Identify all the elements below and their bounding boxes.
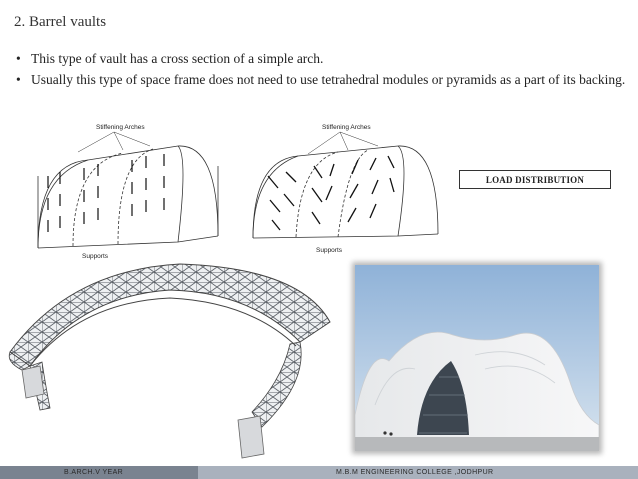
footer-year: B.ARCH.V YEAR	[0, 466, 198, 479]
slide-title: 2. Barrel vaults	[14, 14, 107, 30]
bullet-item: • This type of vault has a cross section of a simple arch.	[14, 50, 629, 68]
vault-load-diagram	[18, 116, 616, 262]
bullet-list	[14, 50, 629, 92]
right-supports-label: Supports	[316, 247, 343, 254]
left-stiffening-label: Stiffening Arches	[96, 124, 145, 131]
vault-diagram-svg	[18, 116, 616, 262]
bullet-item: • Usually this type of space frame does not need to use tetrahedral modules or pyramids as a part of its backing.	[14, 71, 629, 89]
right-vault-drawing	[253, 146, 438, 238]
slide-footer	[0, 466, 638, 479]
space-truss-barrel-vault-image	[0, 262, 350, 462]
right-vault-arrows	[268, 156, 394, 230]
heydar-aliyev-center-photo	[355, 265, 599, 451]
load-distribution-label: LOAD DISTRIBUTION	[459, 170, 611, 189]
right-stiffening-label: Stiffening Arches	[322, 124, 371, 131]
left-vault-arrows	[48, 154, 164, 232]
left-supports-label: Supports	[82, 253, 109, 260]
left-vault-drawing	[38, 146, 218, 248]
footer-college: M.B.M ENGINEERING COLLEGE ,JODHPUR	[198, 466, 638, 479]
